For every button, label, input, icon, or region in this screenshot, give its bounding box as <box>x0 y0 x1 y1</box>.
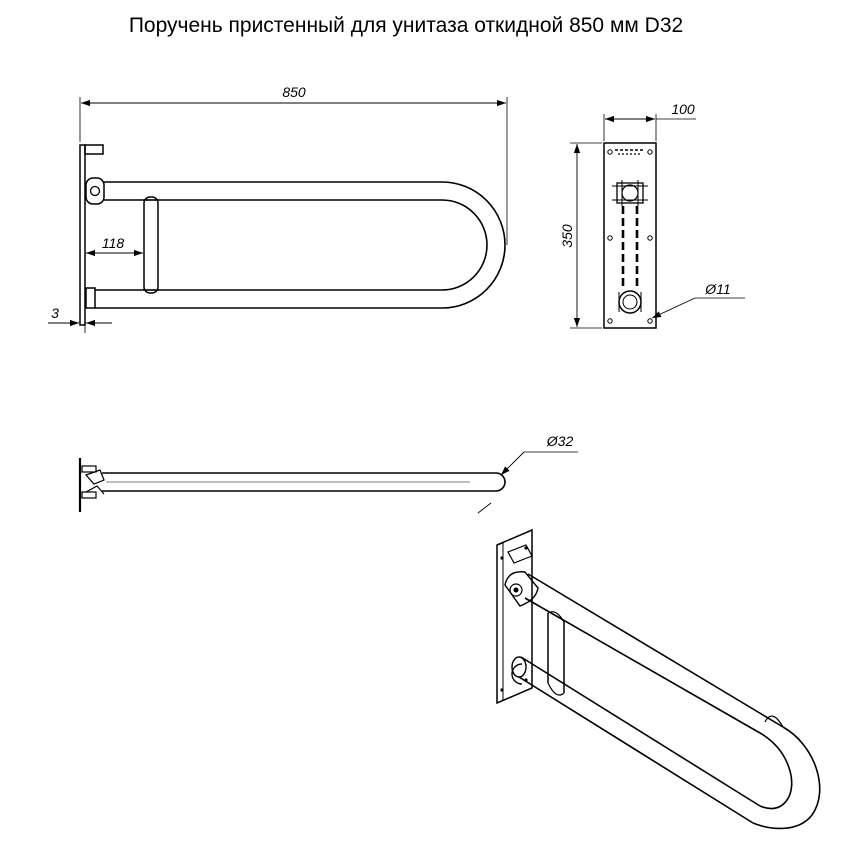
iso-upper-tube-bottom <box>525 598 760 733</box>
rail-outer <box>95 182 505 308</box>
rail-inner <box>95 200 487 290</box>
dim-leader-11 <box>652 298 695 318</box>
wall-plate-edge <box>80 145 85 325</box>
top-tab <box>85 145 103 154</box>
iso-bend-outer <box>753 727 820 828</box>
mount-hole-icon <box>608 236 612 240</box>
dim-leader-32 <box>501 452 524 475</box>
dim-11-label: Ø11 <box>705 281 731 297</box>
lower-bracket <box>86 288 95 308</box>
iso-hinge-top <box>508 545 532 563</box>
iso-bend-inner <box>760 733 792 808</box>
plate-view <box>559 101 745 328</box>
hinge-bracket <box>86 178 104 204</box>
iso-strut <box>548 613 564 693</box>
dim-350-label: 350 <box>559 224 575 248</box>
hinge-pin-icon <box>91 187 100 196</box>
dim-100-label: 100 <box>671 101 695 117</box>
mount-hole-icon <box>608 319 612 323</box>
isometric-view <box>497 530 820 828</box>
mount-hole-icon <box>648 150 652 154</box>
top-view <box>80 433 578 513</box>
iso-lower-tube-bottom <box>519 677 753 823</box>
iso-lower-tube-top <box>521 657 760 806</box>
vertical-strut <box>144 197 158 293</box>
drawing-title: Поручень пристенный для унитаза откидной 850 мм D32 <box>128 14 684 37</box>
dim-3-label: 3 <box>51 305 59 321</box>
mount-hole-icon <box>608 150 612 154</box>
dim-850-label: 850 <box>282 84 306 100</box>
dim-118-label: 118 <box>101 235 125 251</box>
mounting-plate <box>604 143 656 328</box>
dim-32-label: Ø32 <box>546 433 574 449</box>
mount-hole-icon <box>648 319 652 323</box>
iso-plate <box>497 530 532 703</box>
iso-upper-tube-top <box>528 574 783 727</box>
tube-socket-icon <box>619 291 641 313</box>
hinge-circle-icon <box>622 185 638 201</box>
front-view <box>48 84 507 333</box>
mount-hole-icon <box>648 236 652 240</box>
